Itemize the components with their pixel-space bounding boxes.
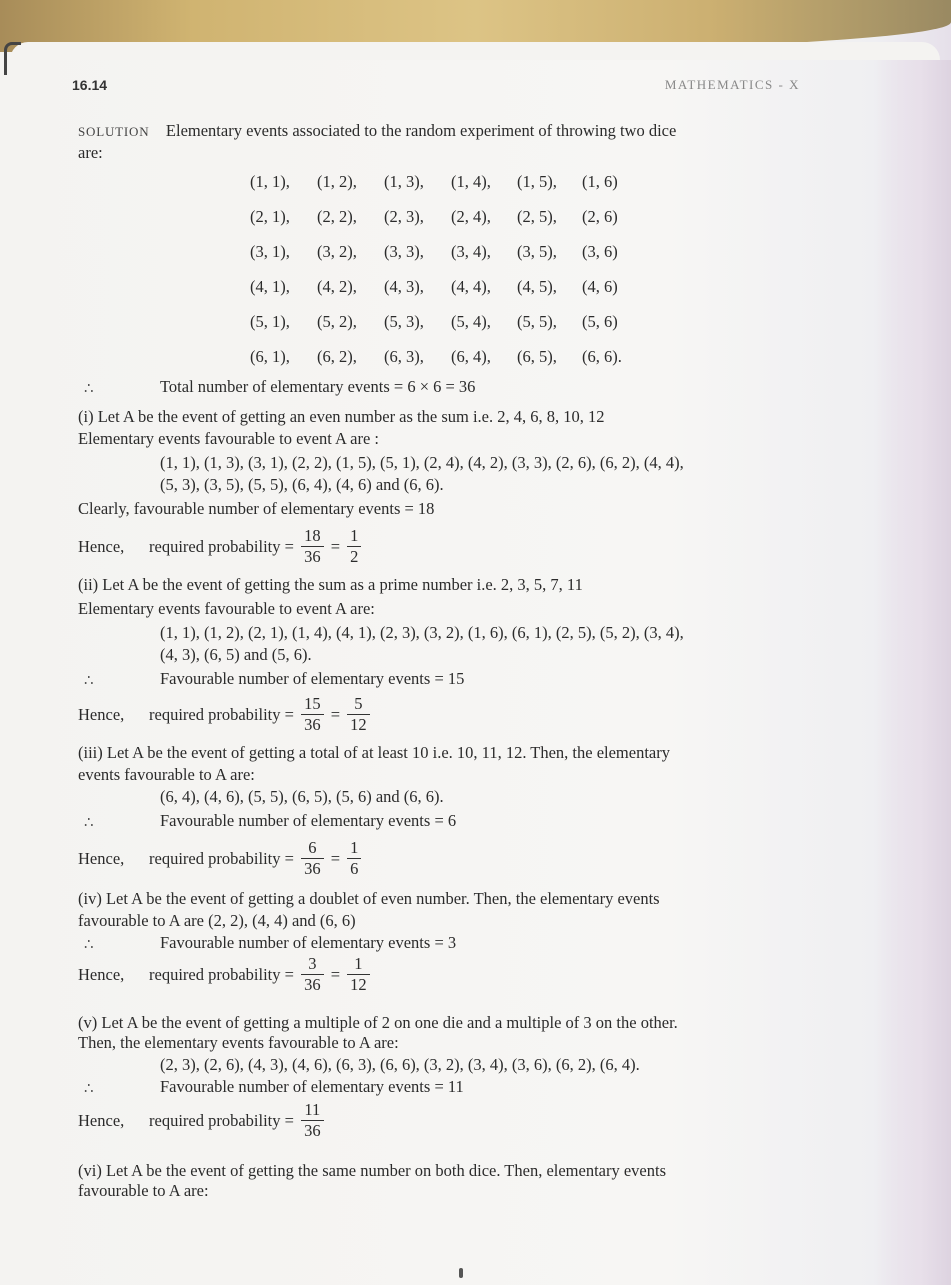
part-iii-favourable-heading: events favourable to A are: xyxy=(78,765,255,784)
therefore-symbol: ∴ xyxy=(84,673,94,689)
outcome-pair: (2, 6) xyxy=(582,207,618,226)
therefore-symbol: ∴ xyxy=(84,937,94,953)
fraction: $\frac{11}{36}$ xyxy=(301,1100,324,1141)
outcome-pair: (3, 1), xyxy=(250,242,290,261)
part-iii-count: Favourable number of elementary events = 6 xyxy=(160,811,457,830)
part-v-favourable-heading: Then, the elementary events favourable to A are: xyxy=(78,1033,399,1052)
part-ii-probability: Hence, required probability = $\frac{15}{36}$ = $\frac{5}{12}$ xyxy=(78,694,373,735)
page-header xyxy=(72,77,800,97)
page-number: 16.14 xyxy=(72,77,108,93)
total-events-line: Total number of elementary events = 6 × 6 = 36 xyxy=(160,377,476,396)
outcome-pair: (6, 1), xyxy=(250,347,290,366)
outcome-pair: (5, 1), xyxy=(250,312,290,331)
page-corner-mark xyxy=(4,42,21,75)
part-v-count: Favourable number of elementary events = 11 xyxy=(160,1077,464,1096)
probability-label: required probability = xyxy=(149,536,294,556)
outcome-pair: (4, 2), xyxy=(317,277,357,296)
fraction: $\frac{3}{36}$ xyxy=(301,954,324,995)
part-iv-count: Favourable number of elementary events = 3 xyxy=(160,933,457,952)
part-i-statement: (i) Let A be the event of getting an even number as the sum i.e. 2, 4, 6, 8, 10, 12 xyxy=(78,407,605,426)
outcome-pair: (2, 4), xyxy=(451,207,491,226)
fraction: $\frac{18}{36}$ xyxy=(301,526,324,567)
outcome-pair: (3, 2), xyxy=(317,242,357,261)
part-i-events-line-2: (5, 3), (3, 5), (5, 5), (6, 4), (4, 6) and (6, 6). xyxy=(160,475,444,494)
outcome-pair: (5, 6) xyxy=(582,312,618,331)
part-ii-events-line-2: (4, 3), (6, 5) and (5, 6). xyxy=(160,645,312,664)
solution-intro-line-2: are: xyxy=(78,143,103,162)
outcome-pair: (6, 2), xyxy=(317,347,357,366)
page-bottom-mark xyxy=(459,1268,463,1278)
therefore-symbol: ∴ xyxy=(84,381,94,397)
part-i-events-line-1: (1, 1), (1, 3), (3, 1), (2, 2), (1, 5), (5, 1), (2, 4), (4, 2), (3, 3), (2, 6), (6, 2), (4, 4), xyxy=(160,453,684,472)
outcome-pair: (1, 6) xyxy=(582,172,618,191)
part-iv-probability: Hence, required probability = $\frac{3}{36}$ = $\frac{1}{12}$ xyxy=(78,954,373,995)
running-head: MATHEMATICS - X xyxy=(664,77,800,92)
part-ii-favourable-heading: Elementary events favourable to event A are: xyxy=(78,599,375,618)
outcome-pair: (2, 1), xyxy=(250,207,290,226)
outcome-pair: (1, 5), xyxy=(517,172,557,191)
part-vi-statement: (vi) Let A be the event of getting the same number on both dice. Then, elementary events xyxy=(78,1161,667,1180)
outcome-pair: (3, 5), xyxy=(517,242,557,261)
part-i-probability: Hence, required probability = $\frac{18}{36}$ = $\frac{1}{2}$ xyxy=(78,526,364,567)
outcome-pair: (1, 1), xyxy=(250,172,290,191)
fraction: $\frac{1}{6}$ xyxy=(347,838,361,879)
therefore-symbol: ∴ xyxy=(84,1081,94,1097)
outcome-pair: (4, 3), xyxy=(384,277,424,296)
outcome-pair: (1, 2), xyxy=(317,172,357,191)
part-vi-favourable-heading: favourable to A are: xyxy=(78,1181,209,1200)
solution-intro-line-1 xyxy=(78,120,676,143)
outcome-pair: (4, 6) xyxy=(582,277,618,296)
part-v-statement: (v) Let A be the event of getting a multiple of 2 on one die and a multiple of 3 on the other. xyxy=(78,1013,678,1032)
fraction: $\frac{15}{36}$ xyxy=(301,694,324,735)
part-ii-statement: (ii) Let A be the event of getting the sum as a prime number i.e. 2, 3, 5, 7, 11 xyxy=(78,575,583,594)
page-top-edge-curl xyxy=(10,42,940,60)
outcome-pair: (6, 3), xyxy=(384,347,424,366)
outcome-pair: (5, 2), xyxy=(317,312,357,331)
outcome-pair: (1, 3), xyxy=(384,172,424,191)
part-iii-probability: Hence, required probability = $\frac{6}{36}$ = $\frac{1}{6}$ xyxy=(78,838,364,879)
part-v-events: (2, 3), (2, 6), (4, 3), (4, 6), (6, 3), (6, 6), (3, 2), (3, 4), (3, 6), (6, 2), (6, 4). xyxy=(160,1055,640,1074)
part-i-favourable-heading: Elementary events favourable to event A are : xyxy=(78,429,380,448)
outcome-pair: (5, 3), xyxy=(384,312,424,331)
fraction: $\frac{1}{2}$ xyxy=(347,526,361,567)
outcome-pair: (1, 4), xyxy=(451,172,491,191)
outcome-pair: (6, 4), xyxy=(451,347,491,366)
fraction: $\frac{1}{12}$ xyxy=(347,954,370,995)
part-iii-statement: (iii) Let A be the event of getting a total of at least 10 i.e. 10, 11, 12. Then, the elementary xyxy=(78,743,670,762)
part-iv-favourable: favourable to A are (2, 2), (4, 4) and (6, 6) xyxy=(78,911,356,930)
outcome-pair: (5, 5), xyxy=(517,312,557,331)
outcome-pair: (3, 6) xyxy=(582,242,618,261)
outcome-pair: (3, 4), xyxy=(451,242,491,261)
outcome-pair: (2, 5), xyxy=(517,207,557,226)
therefore-symbol: ∴ xyxy=(84,815,94,831)
outcome-pair: (4, 1), xyxy=(250,277,290,296)
part-ii-events-line-1: (1, 1), (1, 2), (2, 1), (1, 4), (4, 1), (2, 3), (3, 2), (1, 6), (6, 1), (2, 5), (5, 2), (3, 4), xyxy=(160,623,684,642)
outcome-pair: (6, 5), xyxy=(517,347,557,366)
page-right-shadow xyxy=(873,60,951,1285)
outcome-pair: (4, 5), xyxy=(517,277,557,296)
fraction: $\frac{6}{36}$ xyxy=(301,838,324,879)
part-i-count: Clearly, favourable number of elementary events = 18 xyxy=(78,499,435,518)
part-ii-count: Favourable number of elementary events = 15 xyxy=(160,669,465,688)
outcome-pair: (5, 4), xyxy=(451,312,491,331)
outcome-pair: (4, 4), xyxy=(451,277,491,296)
fraction: $\frac{5}{12}$ xyxy=(347,694,370,735)
solution-intro-text: Elementary events associated to the random experiment of throwing two dice xyxy=(165,121,677,140)
outcome-pair: (3, 3), xyxy=(384,242,424,261)
outcome-pair: (2, 3), xyxy=(384,207,424,226)
outcome-pair: (6, 6). xyxy=(582,347,622,366)
part-iv-statement: (iv) Let A be the event of getting a doublet of even number. Then, the elementary events xyxy=(78,889,660,908)
outcome-pair: (2, 2), xyxy=(317,207,357,226)
part-v-probability: Hence, required probability = $\frac{11}{36}$ xyxy=(78,1100,327,1141)
part-iii-events: (6, 4), (4, 6), (5, 5), (6, 5), (5, 6) and (6, 6). xyxy=(160,787,444,806)
hence-label: Hence, xyxy=(78,536,125,556)
solution-label: SOLUTION xyxy=(78,124,150,139)
